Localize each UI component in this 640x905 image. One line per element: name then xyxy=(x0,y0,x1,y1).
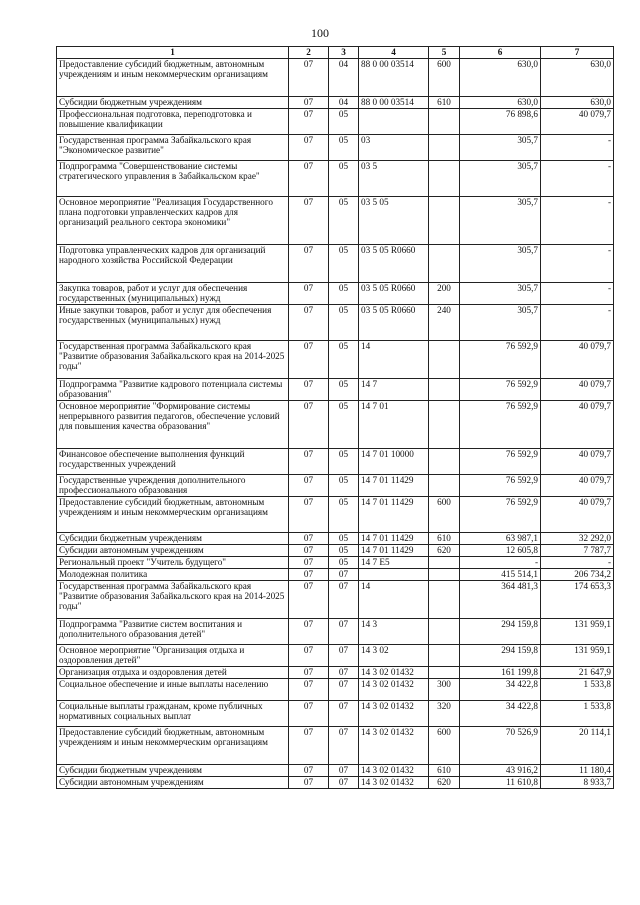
cell-subsection: 05 xyxy=(329,135,359,161)
cell-target-article: 14 xyxy=(359,581,429,619)
cell-amount-2: - xyxy=(541,557,614,569)
table-row xyxy=(57,619,614,645)
cell-name: Субсидии автономным учреждениям xyxy=(57,545,289,557)
cell-expense-type xyxy=(429,667,460,679)
table-row xyxy=(57,401,614,449)
cell-amount-1: 305,7 xyxy=(460,135,541,161)
cell-amount-1: 11 610,8 xyxy=(460,777,541,789)
cell-name: Государственные учреждения дополнительного профессионального образования xyxy=(57,475,289,497)
cell-target-article: 03 5 05 R0660 xyxy=(359,283,429,305)
cell-amount-2: 40 079,7 xyxy=(541,449,614,475)
cell-section: 07 xyxy=(289,545,329,557)
cell-name: Молодежная политика xyxy=(57,569,289,581)
cell-amount-2: 40 079,7 xyxy=(541,475,614,497)
cell-target-article: 03 5 xyxy=(359,161,429,197)
cell-expense-type xyxy=(429,245,460,283)
cell-subsection: 07 xyxy=(329,701,359,727)
cell-amount-1: - xyxy=(460,557,541,569)
cell-target-article: 14 7 E5 xyxy=(359,557,429,569)
cell-amount-1: 12 605,8 xyxy=(460,545,541,557)
column-header: 2 xyxy=(289,47,329,59)
table-row xyxy=(57,475,614,497)
cell-section: 07 xyxy=(289,59,329,97)
cell-target-article: 03 5 05 R0660 xyxy=(359,245,429,283)
cell-target-article: 14 3 02 01432 xyxy=(359,777,429,789)
cell-section: 07 xyxy=(289,475,329,497)
cell-subsection: 05 xyxy=(329,283,359,305)
cell-target-article: 03 xyxy=(359,135,429,161)
cell-amount-2: 40 079,7 xyxy=(541,497,614,533)
cell-amount-1: 76 592,9 xyxy=(460,379,541,401)
cell-section: 07 xyxy=(289,97,329,109)
cell-expense-type xyxy=(429,557,460,569)
cell-name: Государственная программа Забайкальского края "Развитие образования Забайкальского края на 2014-2025 годы" xyxy=(57,581,289,619)
cell-name: Основное мероприятие "Формирование системы непрерывного развития педагогов, обеспечение условий для повышения качества образования" xyxy=(57,401,289,449)
cell-subsection: 07 xyxy=(329,645,359,667)
column-header: 6 xyxy=(460,47,541,59)
cell-amount-2: 20 114,1 xyxy=(541,727,614,765)
cell-expense-type xyxy=(429,197,460,245)
table-row xyxy=(57,545,614,557)
cell-subsection: 04 xyxy=(329,59,359,97)
cell-section: 07 xyxy=(289,727,329,765)
cell-expense-type: 200 xyxy=(429,283,460,305)
cell-expense-type: 300 xyxy=(429,679,460,701)
cell-subsection: 07 xyxy=(329,569,359,581)
cell-expense-type xyxy=(429,569,460,581)
cell-section: 07 xyxy=(289,581,329,619)
cell-amount-1: 305,7 xyxy=(460,245,541,283)
page-number: 100 xyxy=(311,26,329,40)
table-row xyxy=(57,135,614,161)
table-row xyxy=(57,701,614,727)
cell-name: Государственная программа Забайкальского края "Развитие образования Забайкальского края на 2014-2025 годы" xyxy=(57,341,289,379)
cell-section: 07 xyxy=(289,645,329,667)
cell-name: Социальные выплаты гражданам, кроме публичных нормативных социальных выплат xyxy=(57,701,289,727)
cell-section: 07 xyxy=(289,619,329,645)
cell-amount-2: 32 292,0 xyxy=(541,533,614,545)
cell-amount-2: 1 533,8 xyxy=(541,679,614,701)
cell-name: Предоставление субсидий бюджетным, автономным учреждениям и иным некоммерческим организациям xyxy=(57,727,289,765)
table-row xyxy=(57,765,614,777)
cell-amount-2: 40 079,7 xyxy=(541,109,614,135)
cell-target-article: 14 7 01 11429 xyxy=(359,533,429,545)
table-row xyxy=(57,533,614,545)
table-row xyxy=(57,379,614,401)
cell-section: 07 xyxy=(289,679,329,701)
cell-section: 07 xyxy=(289,401,329,449)
cell-expense-type xyxy=(429,475,460,497)
cell-expense-type: 600 xyxy=(429,59,460,97)
cell-section: 07 xyxy=(289,161,329,197)
cell-amount-1: 76 592,9 xyxy=(460,475,541,497)
cell-target-article: 14 3 xyxy=(359,619,429,645)
cell-expense-type xyxy=(429,645,460,667)
cell-target-article: 03 5 05 xyxy=(359,197,429,245)
cell-amount-1: 76 592,9 xyxy=(460,449,541,475)
table-row xyxy=(57,777,614,789)
cell-subsection: 05 xyxy=(329,109,359,135)
cell-name: Субсидии автономным учреждениям xyxy=(57,777,289,789)
cell-amount-2: - xyxy=(541,245,614,283)
cell-amount-1: 76 898,6 xyxy=(460,109,541,135)
cell-expense-type xyxy=(429,161,460,197)
cell-expense-type xyxy=(429,341,460,379)
cell-subsection: 05 xyxy=(329,533,359,545)
cell-target-article: 14 7 01 xyxy=(359,401,429,449)
cell-expense-type xyxy=(429,135,460,161)
cell-name: Организация отдыха и оздоровления детей xyxy=(57,667,289,679)
table-row xyxy=(57,305,614,341)
cell-expense-type xyxy=(429,401,460,449)
cell-subsection: 05 xyxy=(329,497,359,533)
cell-amount-1: 63 987,1 xyxy=(460,533,541,545)
cell-name: Основное мероприятие "Организация отдыха и оздоровления детей" xyxy=(57,645,289,667)
cell-name: Предоставление субсидий бюджетным, автономным учреждениям и иным некоммерческим организациям xyxy=(57,59,289,97)
table-row xyxy=(57,59,614,97)
cell-target-article: 88 0 00 03514 xyxy=(359,97,429,109)
cell-subsection: 07 xyxy=(329,619,359,645)
cell-target-article: 14 7 01 10000 xyxy=(359,449,429,475)
cell-section: 07 xyxy=(289,497,329,533)
cell-expense-type: 610 xyxy=(429,765,460,777)
cell-section: 07 xyxy=(289,109,329,135)
cell-name: Субсидии бюджетным учреждениям xyxy=(57,533,289,545)
cell-expense-type xyxy=(429,619,460,645)
cell-subsection: 05 xyxy=(329,557,359,569)
cell-amount-1: 305,7 xyxy=(460,305,541,341)
cell-amount-2: 40 079,7 xyxy=(541,379,614,401)
cell-section: 07 xyxy=(289,777,329,789)
cell-expense-type: 610 xyxy=(429,533,460,545)
cell-target-article: 14 3 02 01432 xyxy=(359,679,429,701)
table-row xyxy=(57,727,614,765)
cell-amount-1: 34 422,8 xyxy=(460,679,541,701)
cell-subsection: 05 xyxy=(329,197,359,245)
cell-subsection: 05 xyxy=(329,379,359,401)
cell-amount-2: 21 647,9 xyxy=(541,667,614,679)
table-row xyxy=(57,245,614,283)
cell-target-article: 14 xyxy=(359,341,429,379)
cell-amount-1: 76 592,9 xyxy=(460,341,541,379)
cell-section: 07 xyxy=(289,341,329,379)
cell-subsection: 07 xyxy=(329,679,359,701)
cell-amount-1: 305,7 xyxy=(460,283,541,305)
column-header: 3 xyxy=(329,47,359,59)
cell-expense-type: 320 xyxy=(429,701,460,727)
cell-amount-1: 70 526,9 xyxy=(460,727,541,765)
table-row xyxy=(57,581,614,619)
cell-name: Подготовка управленческих кадров для организаций народного хозяйства Российской Федерации xyxy=(57,245,289,283)
table-row xyxy=(57,679,614,701)
cell-expense-type xyxy=(429,581,460,619)
cell-section: 07 xyxy=(289,765,329,777)
cell-amount-1: 305,7 xyxy=(460,161,541,197)
table-row xyxy=(57,97,614,109)
cell-target-article: 14 7 xyxy=(359,379,429,401)
cell-target-article: 03 5 05 R0660 xyxy=(359,305,429,341)
cell-name: Профессиональная подготовка, переподготовка и повышение квалификации xyxy=(57,109,289,135)
cell-section: 07 xyxy=(289,701,329,727)
cell-name: Иные закупки товаров, работ и услуг для обеспечения государственных (муниципальных) нужд xyxy=(57,305,289,341)
cell-section: 07 xyxy=(289,135,329,161)
cell-amount-1: 161 199,8 xyxy=(460,667,541,679)
cell-amount-2: 40 079,7 xyxy=(541,401,614,449)
cell-target-article: 14 3 02 01432 xyxy=(359,701,429,727)
cell-target-article: 88 0 00 03514 xyxy=(359,59,429,97)
cell-subsection: 05 xyxy=(329,401,359,449)
cell-subsection: 05 xyxy=(329,545,359,557)
cell-target-article: 14 7 01 11429 xyxy=(359,545,429,557)
cell-subsection: 04 xyxy=(329,97,359,109)
cell-target-article: 14 3 02 01432 xyxy=(359,765,429,777)
cell-subsection: 07 xyxy=(329,765,359,777)
cell-name: Подпрограмма "Развитие кадрового потенциала системы образования" xyxy=(57,379,289,401)
cell-subsection: 05 xyxy=(329,475,359,497)
cell-section: 07 xyxy=(289,197,329,245)
cell-expense-type: 620 xyxy=(429,545,460,557)
cell-expense-type xyxy=(429,109,460,135)
cell-amount-2: 7 787,7 xyxy=(541,545,614,557)
cell-section: 07 xyxy=(289,245,329,283)
table-row xyxy=(57,197,614,245)
cell-amount-2: - xyxy=(541,135,614,161)
column-header: 1 xyxy=(57,47,289,59)
cell-amount-2: - xyxy=(541,283,614,305)
cell-section: 07 xyxy=(289,379,329,401)
header-row xyxy=(57,47,614,59)
cell-expense-type xyxy=(429,449,460,475)
table-row xyxy=(57,667,614,679)
table-row xyxy=(57,557,614,569)
cell-target-article: 14 7 01 11429 xyxy=(359,497,429,533)
cell-amount-1: 76 592,9 xyxy=(460,401,541,449)
budget-table xyxy=(56,46,614,789)
cell-name: Предоставление субсидий бюджетным, автономным учреждениям и иным некоммерческим организациям xyxy=(57,497,289,533)
table-row xyxy=(57,161,614,197)
cell-amount-2: - xyxy=(541,305,614,341)
cell-amount-1: 294 159,8 xyxy=(460,619,541,645)
table-row xyxy=(57,341,614,379)
cell-subsection: 05 xyxy=(329,161,359,197)
cell-amount-1: 364 481,3 xyxy=(460,581,541,619)
cell-target-article: 14 3 02 01432 xyxy=(359,727,429,765)
cell-target-article xyxy=(359,109,429,135)
cell-amount-2: - xyxy=(541,161,614,197)
cell-name: Государственная программа Забайкальского края "Экономическое развитие" xyxy=(57,135,289,161)
cell-section: 07 xyxy=(289,533,329,545)
cell-amount-2: 174 653,3 xyxy=(541,581,614,619)
cell-section: 07 xyxy=(289,305,329,341)
cell-subsection: 05 xyxy=(329,341,359,379)
table-row xyxy=(57,109,614,135)
cell-expense-type: 600 xyxy=(429,727,460,765)
cell-expense-type xyxy=(429,379,460,401)
cell-target-article: 14 3 02 01432 xyxy=(359,667,429,679)
cell-subsection: 05 xyxy=(329,245,359,283)
cell-section: 07 xyxy=(289,557,329,569)
cell-amount-1: 294 159,8 xyxy=(460,645,541,667)
cell-subsection: 07 xyxy=(329,667,359,679)
column-header: 7 xyxy=(541,47,614,59)
cell-amount-2: 1 533,8 xyxy=(541,701,614,727)
cell-expense-type: 620 xyxy=(429,777,460,789)
table-row xyxy=(57,497,614,533)
cell-name: Подпрограмма "Развитие систем воспитания и дополнительного образования детей" xyxy=(57,619,289,645)
cell-section: 07 xyxy=(289,283,329,305)
cell-name: Основное мероприятие "Реализация Государственного плана подготовки управленческих кадров для организаций реального сектора экономики" xyxy=(57,197,289,245)
cell-expense-type: 610 xyxy=(429,97,460,109)
cell-section: 07 xyxy=(289,569,329,581)
cell-name: Закупка товаров, работ и услуг для обеспечения государственных (муниципальных) нужд xyxy=(57,283,289,305)
column-header: 5 xyxy=(429,47,460,59)
table-row xyxy=(57,449,614,475)
cell-name: Субсидии бюджетным учреждениям xyxy=(57,765,289,777)
cell-target-article: 14 3 02 xyxy=(359,645,429,667)
cell-amount-2: 40 079,7 xyxy=(541,341,614,379)
column-header: 4 xyxy=(359,47,429,59)
cell-name: Подпрограмма "Совершенствование системы стратегического управления в Забайкальском крае" xyxy=(57,161,289,197)
cell-name: Региональный проект "Учитель будущего" xyxy=(57,557,289,569)
cell-amount-2: 8 933,7 xyxy=(541,777,614,789)
cell-subsection: 05 xyxy=(329,449,359,475)
table-row xyxy=(57,645,614,667)
table-row xyxy=(57,283,614,305)
cell-expense-type: 240 xyxy=(429,305,460,341)
cell-amount-2: - xyxy=(541,197,614,245)
cell-subsection: 05 xyxy=(329,305,359,341)
cell-amount-1: 76 592,9 xyxy=(460,497,541,533)
cell-section: 07 xyxy=(289,667,329,679)
cell-amount-2: 630,0 xyxy=(541,59,614,97)
cell-target-article xyxy=(359,569,429,581)
cell-subsection: 07 xyxy=(329,581,359,619)
cell-expense-type: 600 xyxy=(429,497,460,533)
cell-amount-2: 131 959,1 xyxy=(541,619,614,645)
cell-subsection: 07 xyxy=(329,727,359,765)
cell-subsection: 07 xyxy=(329,777,359,789)
cell-section: 07 xyxy=(289,449,329,475)
cell-amount-1: 415 514,1 xyxy=(460,569,541,581)
cell-name: Социальное обеспечение и иные выплаты населению xyxy=(57,679,289,701)
cell-amount-1: 305,7 xyxy=(460,197,541,245)
cell-amount-1: 630,0 xyxy=(460,97,541,109)
table-row xyxy=(57,569,614,581)
cell-amount-1: 34 422,8 xyxy=(460,701,541,727)
cell-amount-2: 131 959,1 xyxy=(541,645,614,667)
cell-target-article: 14 7 01 11429 xyxy=(359,475,429,497)
cell-amount-2: 630,0 xyxy=(541,97,614,109)
cell-name: Финансовое обеспечение выполнения функций государственных учреждений xyxy=(57,449,289,475)
cell-amount-1: 43 916,2 xyxy=(460,765,541,777)
cell-name: Субсидии бюджетным учреждениям xyxy=(57,97,289,109)
cell-amount-2: 206 734,2 xyxy=(541,569,614,581)
cell-amount-1: 630,0 xyxy=(460,59,541,97)
cell-amount-2: 11 180,4 xyxy=(541,765,614,777)
